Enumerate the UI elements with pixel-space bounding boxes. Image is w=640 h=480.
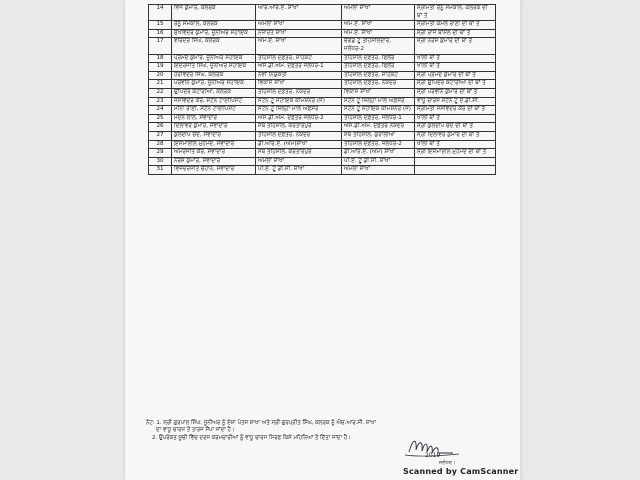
against-post-cell: ਖਾਲੀ ਥਾਂ ਤੇ [415,63,496,72]
table-row [149,131,496,140]
employee-name-cell: ਅਮਰਜੀਤ ਕੌਰ, ਸੇਵਾਦਾਰ [172,149,256,158]
employee-name-cell: ਵਿਜੇਦਰਜੀਤ ਚੌਹਾਨ, ਸੇਵਾਦਾਰ [172,166,256,175]
transfer-table [148,4,496,175]
serial-number-cell: 26 [149,123,172,132]
current-posting-cell: ਡੀ.ਆਰ.ਏ. (ਐਮ)ਸ਼ਾਖਾ [256,140,342,149]
table-row [149,38,496,54]
serial-number-cell: 24 [149,106,172,115]
new-posting-cell: ਐਸ.ਡੀ.ਐਮ. ਦਫ਼ਤਰ ਨਕੋਦਰ [342,123,415,132]
employee-name-cell: ਉਪਿੰਦਰ ਕਟਾਰੀਆ, ਕਲਰਕ [172,88,256,97]
serial-number-cell: 22 [149,88,172,97]
current-posting-cell: ਐਮ.ਏ. ਸ਼ਾਖਾ [256,38,342,54]
scanner-watermark: Scanned by CamScanner [403,467,519,476]
table-row [149,166,496,175]
new-posting-cell: ਡੀ.ਆਰ.ਏ. (ਐਮ) ਸ਼ਾਖਾ [342,149,415,158]
new-posting-cell: ਤਹਿਸੀਲ ਦਫ਼ਤਰ, ਜਲੰਧਰ-1 [342,114,415,123]
current-posting-cell: ਸਟੈਨੋ ਟੂ ਸਹਾਇਕ ਕਮਿਸ਼ਨਰ (ਜ) [256,97,342,106]
current-posting-cell: ਤਹਿਸੀਲ ਦਫ਼ਤਰ, ਨਕੋਦਰ [256,88,342,97]
new-posting-cell: ਤਹਿਸੀਲ ਦਫ਼ਤਰ, ਫਿਲੌਰ [342,63,415,72]
employee-name-cell: ਹਰਵਿੰਦਰ ਸਿੰਘ, ਕਲਰਕ [172,71,256,80]
current-posting-cell: ਤਹਿਸੀਲ ਦਫ਼ਤਰ, ਨਕੋਦਰ [256,131,342,140]
new-posting-cell: ਤਹਿਸੀਲ ਦਫ਼ਤਰ, ਫਿਲੌਰ [342,54,415,63]
signature-date: 2019 [425,452,441,459]
current-posting-cell: ਸਟੈਨੋ ਟੂ ਜ਼ਿਲ੍ਹਾ ਮਾਲ ਅਫ਼ਸਰ [256,106,342,115]
new-posting-cell: ਚੌਗਡ ਟੂ ਤਹਿਸੀਲਦਾਰ, ਜਲੰਧਰ-2 [342,38,415,54]
employee-name-cell: ਕੁਲਦੀਪ ਚੰਦ, ਸੇਵਾਦਾਰ [172,131,256,140]
employee-name-cell: ਰੈਨੂ ਸਮਕਾਲ, ਕਲਰਕ [172,21,256,30]
serial-number-cell: 16 [149,29,172,38]
current-posting-cell: ਨਵੀਂ ਨਿਯੁਕਤੀ [256,71,342,80]
current-posting-cell: ਅਮਲਾ ਸ਼ਾਖਾ [256,21,342,30]
against-post-cell: ਵਾਧੂ ਚਾਰਜ ਸਟੈਨੋ ਟੂ ਏ.ਡੀ.ਸੀ. [415,97,496,106]
employee-name-cell: ਇੰਦਰਜੀਤ ਸਿੰਘ, ਜੂਨੀਅਰ ਸਹਾਇਕ [172,63,256,72]
against-post-cell: ਸ੍ਰੀਮਤੀ ਜਸਵਿੰਦਰ ਕੌਰ ਦੀ ਥਾਂ ਤੇ [415,106,496,115]
new-posting-cell: ਐਮ.ਏ. ਸ਼ਾਖਾ [342,21,415,30]
serial-number-cell: 21 [149,80,172,89]
against-post-cell: ਸ੍ਰੀ ਨਰੇਸ਼ ਕੁਮਾਰ ਦੀ ਥਾਂ ਤੇ [415,38,496,54]
note-line-1: ਨੋਟ: 1. ਸ੍ਰੀ ਗੁਰਪਾਲ ਸਿੰਘ, ਜੂਨੀਅਰ ਨੂੰ ਏਸ਼ਾ ਪੋਤਸ ਸ਼ਾਖਾ ਅਤੇ ਸ੍ਰੀ ਗੁਰਪ੍ਰੀਤ ਸਿੰਘ, ਕਲਰਕ ਨੂੰ ਐਚ.ਆਰ.ਸੀ. ਸ਼ਾਖਾ [146,420,377,426]
against-post-cell: ਖਾਲੀ ਥਾਂ ਤੇ [415,114,496,123]
new-posting-cell: ਅਮਲਾ ਸ਼ਾਖਾ [342,166,415,175]
employee-name-cell: ਪਰਵੀਨ ਕੁਮਾਰ, ਜੂਨੀਅਰ ਸਹਾਇਕ [172,80,256,89]
employee-name-cell: ਜਸਵਿੰਦਰ ਕੌਰ, ਸਟੈਨੋ ਟਾਈਪਿਸਟ [172,97,256,106]
against-post-cell: ਸ੍ਰੀ ਪ੍ਰਮੋਦ ਕੁਮਾਰ ਦੀ ਥਾਂ ਤੇ [415,71,496,80]
new-posting-cell: ਤਹਿਸੀਲ ਦਫ਼ਤਰ, ਨਕੋਦਰ [342,80,415,89]
serial-number-cell: 14 [149,5,172,21]
against-post-cell: ਸ੍ਰੀਮਤੀ ਕਮਲ ਰਾਣੀ ਦੀ ਥਾਂ ਤੇ [415,21,496,30]
new-posting-cell: ਸਟੈਨੋ ਟੂ ਜ਼ਿਲ੍ਹਾ ਮਾਲ ਅਫ਼ਸਰ [342,97,415,106]
current-posting-cell: ਸਬ ਤਹਿਸੀਲ, ਕਰਤਾਰਪੁਰ [256,149,342,158]
current-posting-cell: ਆਰ.ਆਰ.ਏ. ਸ਼ਾਖਾ [256,5,342,21]
serial-number-cell: 20 [149,71,172,80]
table-row [149,29,496,38]
employee-name-cell: ਇਸਮਾਈਲ ਮੁਹੰਮਦ, ਸੇਵਾਦਾਰ [172,140,256,149]
note-line-3: 2. ਉਪਰੋਕਤ ਸੂਚੀ ਵਿੱਚ ਦਰਜ ਕਰਮਚਾਰੀਆਂ ਨੂੰ ਵਾਧੂ ਚਾਰਜ ਸਿਰਫ ਕਿਸੇ ਮਹਿਨਿਆਂ ਤੋਂ ਦਿੱਤਾ ਜਾਂਦਾ ਹੈ। [152,434,351,441]
serial-number-cell: 28 [149,140,172,149]
against-post-cell: ਸ੍ਰੀਮਤੀ ਰੈਨੂ ਸਮਕਾਲ, ਕਲਰਕ ਦੀ ਥਾਂ ਤੇ [415,5,496,21]
serial-number-cell: 30 [149,157,172,166]
current-posting-cell: ਅਮਲਾ ਸ਼ਾਖਾ [256,157,342,166]
against-post-cell: ਸ੍ਰੀ ਕੁਲਦੀਪ ਚੰਦ ਦੀ ਥਾਂ ਤੇ [415,123,496,132]
table-row [149,5,496,21]
note-line-2: ਦਾ ਵਾਧੂ ਚਾਰਜ ਤੋਂ ਤਾਰਜ ਸੌਂਪਾ ਜਾਂਦਾ ਹੈ। [156,427,235,434]
current-posting-cell: ਤਹਿਸੀਲ ਦਫ਼ਤਰ, ਸ਼ਾਹਕੋਟ [256,54,342,63]
serial-number-cell: 27 [149,131,172,140]
current-posting-cell: ਨਜ਼ਾਰਤ ਸ਼ਾਖਾ [256,29,342,38]
new-posting-cell: ਤਹਿਸੀਲ ਦਫ਼ਤਰ, ਸ਼ਾਹਕੋਟ [342,71,415,80]
serial-number-cell: 19 [149,63,172,72]
against-post-cell [415,157,496,166]
signature-block [395,434,470,464]
serial-number-cell: 29 [149,149,172,158]
current-posting-cell: ਵਿਕਾਸ ਸ਼ਾਖਾ [256,80,342,89]
employee-name-cell: ਪ੍ਰਮੋਦ ਕੁਮਾਰ, ਜੂਨੀਅਰ ਸਹਾਇਕ [172,54,256,63]
serial-number-cell: 17 [149,38,172,54]
table-row [149,114,496,123]
employee-name-cell: ਦਿਲਾਵਰ ਕੁਮਾਰ, ਸੇਵਾਦਾਰ [172,123,256,132]
current-posting-cell: ਐਸ.ਡੀ.ਐਮ. ਦਫ਼ਤਰ ਜਲੰਧਰ-1 [256,63,342,72]
signature-title: ਜਲੰਧਰ। [439,460,456,466]
table-row [149,97,496,106]
table-row [149,149,496,158]
serial-number-cell: 18 [149,54,172,63]
table-row [149,106,496,115]
against-post-cell: ਖਾਲੀ ਥਾਂ ਤੇ [415,54,496,63]
new-posting-cell: ਐਮ.ਏ. ਸ਼ਾਖਾ [342,29,415,38]
employee-name-cell: ਮਦਨ ਲਾਲ, ਸੇਵਾਦਾਰ [172,114,256,123]
employee-name-cell: ਨਰੇਸ਼ ਕੁਮਾਰ, ਸੇਵਾਦਾਰ [172,157,256,166]
against-post-cell: ਸ੍ਰੀ ਪਰਵੀਨ ਕੁਮਾਰ ਦੀ ਥਾਂ ਤੇ [415,88,496,97]
current-posting-cell: ਪੀ.ਏ. ਟੂ ਡੀ.ਸੀ. ਸ਼ਾਖਾ [256,166,342,175]
table-row [149,54,496,63]
serial-number-cell: 31 [149,166,172,175]
table-row [149,140,496,149]
serial-number-cell: 25 [149,114,172,123]
employee-name-cell: ਵਰਿੰਦਰ ਸਿੰਘ, ਕਲਰਕ [172,38,256,54]
table-row [149,88,496,97]
table-row [149,71,496,80]
new-posting-cell: ਵਿਕਾਸ ਸ਼ਾਖਾ [342,88,415,97]
table-row [149,123,496,132]
against-post-cell: ਸ੍ਰੀ ਇਸਮਾਈਲ ਮੁਹੰਮਦ ਦੀ ਥਾਂ ਤੇ [415,149,496,158]
against-post-cell: ਸ੍ਰੀ ਦਿਲਾਵਰ ਕੁਮਾਰ ਦੀ ਥਾਂ ਤੇ [415,131,496,140]
employee-name-cell: ਮੀਨਾ ਰਾਣੀ, ਸਟੈਨੋ ਟਾਈਪਿਸਟ [172,106,256,115]
current-posting-cell: ਐਸ.ਡੀ.ਐਮ. ਦਫ਼ਤਰ ਜਲੰਧਰ-2 [256,114,342,123]
new-posting-cell: ਅਮਲਾ ਸ਼ਾਖਾ [342,5,415,21]
against-post-cell: ਸ੍ਰੀ ਉਪਿੰਦਰ ਕਟਾਰੀਆ ਦੀ ਥਾਂ ਤੇ [415,80,496,89]
employee-name-cell: ਸੁਖਵਿੰਦਰ ਕੁਮਾਰ, ਜੂਨੀਅਰ ਸਹਾਇਕ [172,29,256,38]
against-post-cell: ਸ੍ਰੀ ਰਾਜੇ ਬਾਂਸਲ ਦੀ ਥਾਂ ਤੇ [415,29,496,38]
new-posting-cell: ਤਹਿਸੀਲ ਦਫ਼ਤਰ, ਜਲੰਧਰ-2 [342,140,415,149]
table-row [149,21,496,30]
serial-number-cell: 23 [149,97,172,106]
table-row [149,157,496,166]
current-posting-cell: ਸਬ ਤਹਿਸੀਲ, ਕਰਤਾਰਪੁਰ [256,123,342,132]
new-posting-cell: ਸਬ ਤਹਿਸੀਲ, ਕੁਰਾਲੀਆ [342,131,415,140]
new-posting-cell: ਪੀ.ਏ. ਟੂ ਡੀ.ਸੀ. ਸ਼ਾਖਾ [342,157,415,166]
against-post-cell: ਖਾਲੀ ਥਾਂ ਤੇ [415,140,496,149]
new-posting-cell: ਸਟੈਨੋ ਟੂ ਸਹਾਇਕ ਕਮਿਸ਼ਨਰ (ਜ) [342,106,415,115]
table-row [149,80,496,89]
table-row [149,63,496,72]
employee-name-cell: ਵਿਜੇ ਕੁਮਾਰ, ਕਲਰਕ [172,5,256,21]
serial-number-cell: 15 [149,21,172,30]
transfer-table-body [149,5,496,175]
against-post-cell [415,166,496,175]
